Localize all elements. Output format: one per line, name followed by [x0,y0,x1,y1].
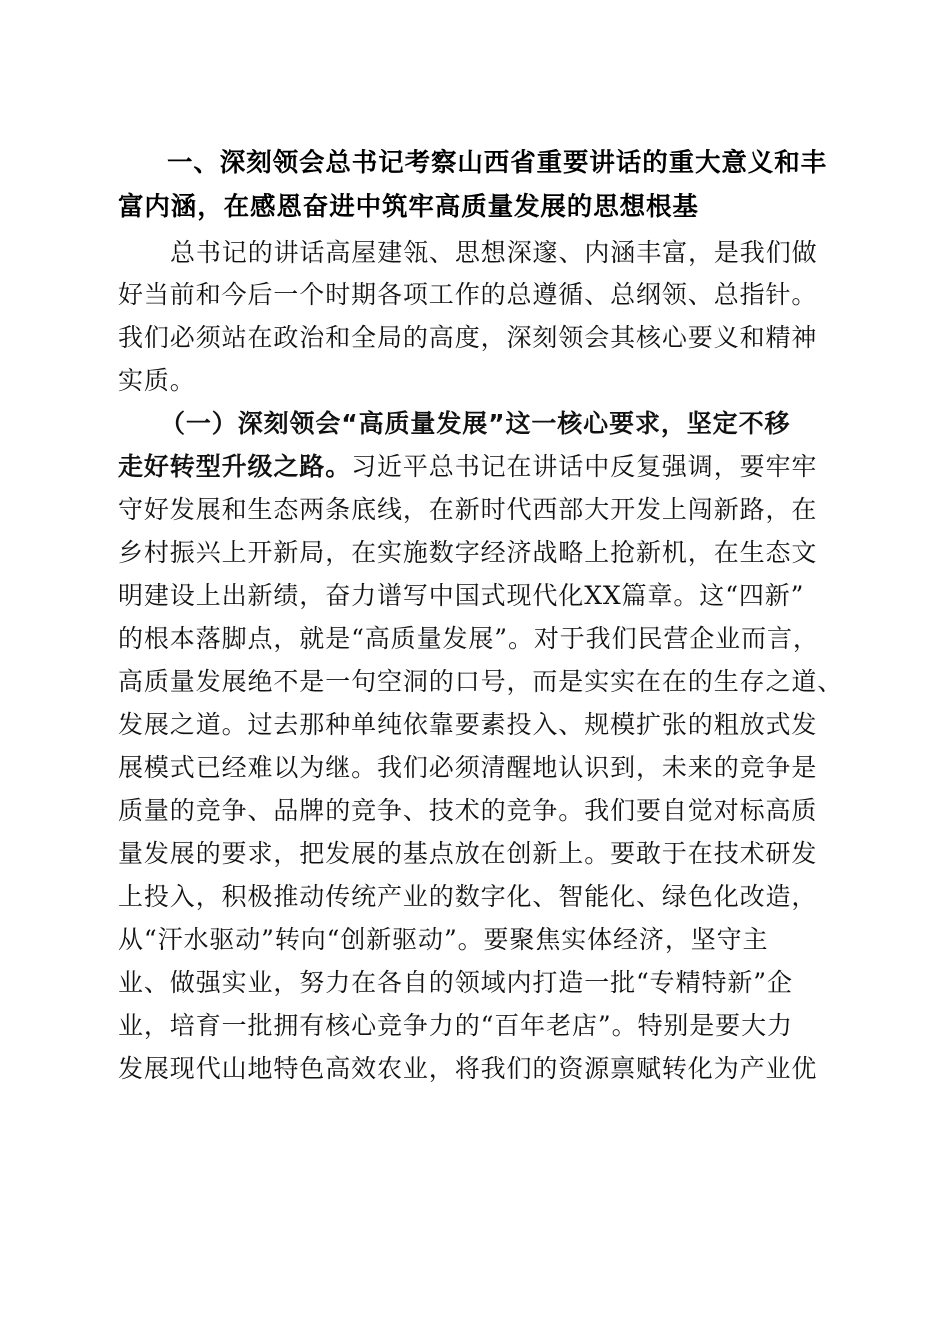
paragraph-1-line-3: 我们必须站在政治和全局的高度，深刻领会其核心要义和精神 [118,323,818,352]
paragraph-2-line-7: 发展之道。过去那种单纯依靠要素投入、规模扩张的粗放式发 [118,710,818,739]
section-heading-line-1: 一、深刻领会总书记考察山西省重要讲话的重大意义和丰 [167,148,828,178]
paragraph-1-line-2: 好当前和今后一个时期各项工作的总遵循、总纲领、总指针。 [118,280,818,309]
paragraph-2-line-12: 从“汗水驱动”转向“创新驱动”。要聚焦实体经济，坚守主 [118,925,769,954]
paragraph-2-line-14: 业，培育一批拥有核心竞争力的“百年老店”。特别是要大力 [118,1011,793,1040]
paragraph-2-line-8: 展模式已经难以为继。我们必须清醒地认识到，未来的竞争是 [118,753,818,782]
paragraph-1-line-1: 总书记的讲话高屋建瓴、思想深邃、内涵丰富，是我们做 [170,238,818,267]
subsection-heading-line-1: （一）深刻领会“高质量发展”这一核心要求，坚定不移 [160,409,791,438]
subsection-heading-line-2: 走好转型升级之路。 [118,452,352,481]
paragraph-2-line-4: 明建设上出新绩，奋力谱写中国式现代化XX篇章。这“四新” [118,581,805,610]
paragraph-2-line-13: 业、做强实业，努力在各自的领域内打造一批“专精特新”企 [118,968,793,997]
paragraph-2-line-11: 上投入，积极推动传统产业的数字化、智能化、绿色化改造， [118,882,818,911]
paragraph-2-line-6: 高质量发展绝不是一句空洞的口号，而是实实在在的生存之道、 [118,667,844,696]
paragraph-2-line-1 [118,452,817,482]
paragraph-1-line-4: 实质。 [118,366,196,395]
paragraph-2-line-15: 发展现代山地特色高效农业，将我们的资源禀赋转化为产业优 [118,1054,818,1083]
section-heading-line-2: 富内涵，在感恩奋进中筑牢高质量发展的思想根基 [118,192,699,222]
paragraph-2-line-5: 的根本落脚点，就是“高质量发展”。对于我们民营企业而言， [118,624,819,653]
paragraph-2-line-3: 乡村振兴上开新局，在实施数字经济战略上抢新机，在生态文 [118,538,818,567]
paragraph-2-line-2: 守好发展和生态两条底线，在新时代西部大开发上闯新路，在 [118,495,818,524]
paragraph-2-line-10: 量发展的要求，把发展的基点放在创新上。要敢于在技术研发 [118,839,818,868]
paragraph-2-line-9: 质量的竞争、品牌的竞争、技术的竞争。我们要自觉对标高质 [118,796,818,825]
paragraph-2-text-start: 习近平总书记在讲话中反复强调，要牢牢 [351,452,818,481]
